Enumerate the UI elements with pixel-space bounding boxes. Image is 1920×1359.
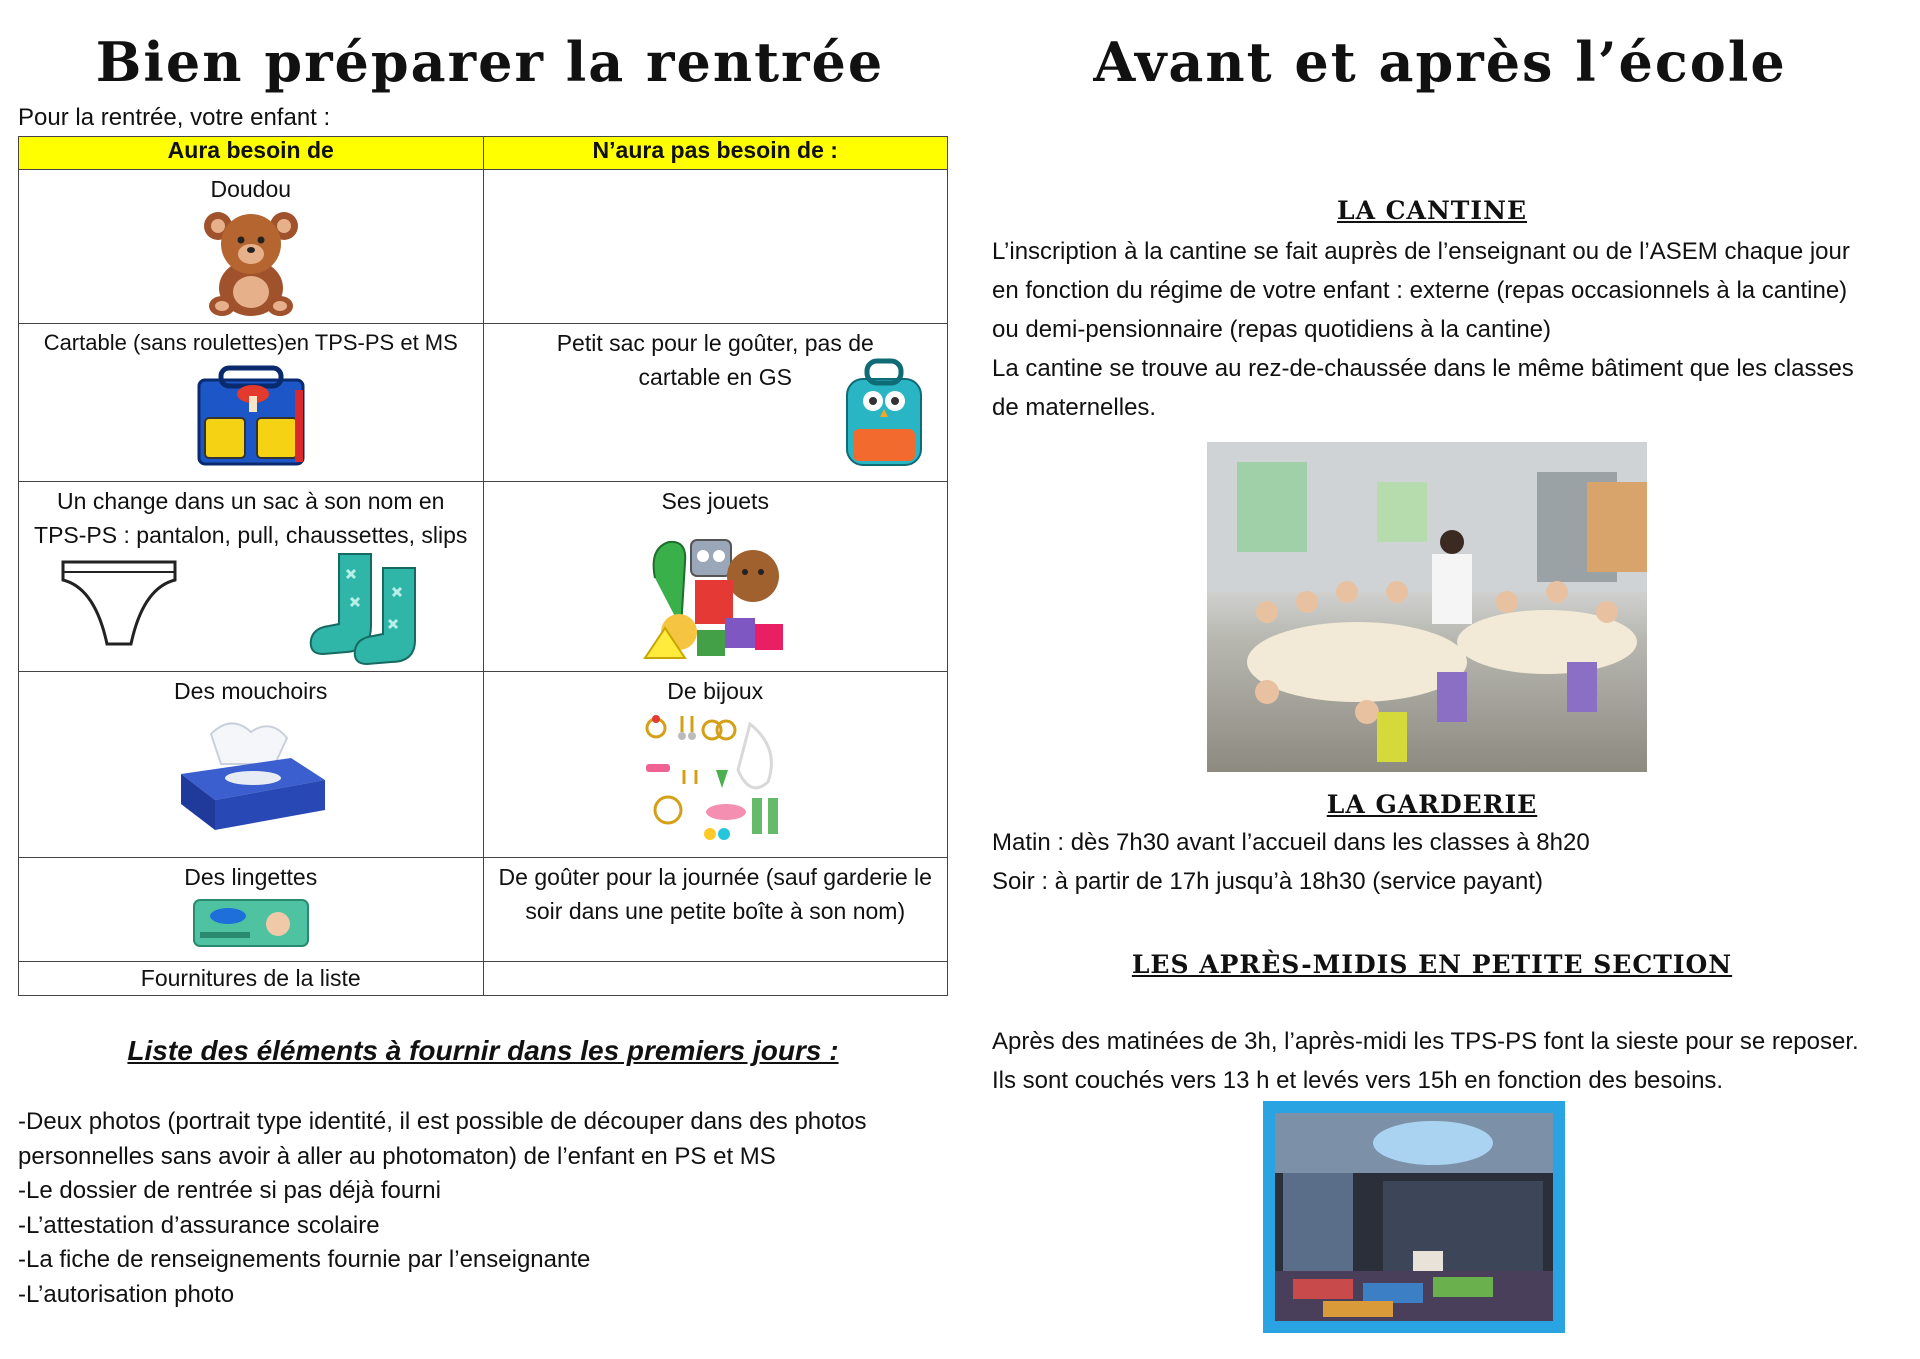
garderie-line: Soir : à partir de 17h jusqu’à 18h30 (service payant) bbox=[992, 868, 1543, 895]
cell-label: Des mouchoirs bbox=[174, 678, 328, 704]
cell-need bbox=[19, 858, 484, 962]
cell-label: Cartable (sans roulettes)en TPS-PS et MS bbox=[43, 330, 458, 355]
table-row bbox=[19, 482, 948, 672]
cantine-text bbox=[992, 232, 1872, 427]
list-item: -Le dossier de rentrée si pas déjà fourni bbox=[18, 1177, 441, 1204]
garderie-heading: LA GARDERIE bbox=[1326, 790, 1538, 819]
cell-label: De bijoux bbox=[667, 678, 764, 704]
cantine-paragraph: L’inscription à la cantine se fait auprès de l’enseignant ou de l’ASEM chaque jour en fonction du régime de votre enfant : externe (repas occasionnels à la cantine) ou demi-pensionnaire (repas quotidiens à la cantine) bbox=[992, 238, 1850, 343]
cell-label: Des lingettes bbox=[184, 864, 318, 890]
cantine-heading: LA CANTINE bbox=[1336, 196, 1528, 225]
school-bag-icon bbox=[25, 360, 477, 468]
left-page-title: Bien préparer la rentrée bbox=[95, 30, 885, 94]
table-row bbox=[19, 672, 948, 858]
cell-label: Petit sac pour le goûter, pas de cartable en GS bbox=[556, 330, 874, 390]
cell-need bbox=[19, 324, 484, 482]
garderie-line: Matin : dès 7h30 avant l’accueil dans les classes à 8h20 bbox=[992, 829, 1590, 856]
list-item: -L’autorisation photo bbox=[18, 1280, 235, 1308]
toys-icon bbox=[490, 518, 942, 668]
tissue-box-icon bbox=[25, 714, 477, 834]
underpants-icon bbox=[59, 558, 179, 654]
header-need: Aura besoin de bbox=[19, 137, 484, 170]
socks-icon bbox=[309, 550, 439, 672]
cell-no-need bbox=[483, 962, 948, 996]
cantine-paragraph-2: La cantine se trouve au rez-de-chaussée dans le même bâtiment que les classes de maternelles. bbox=[992, 355, 1854, 421]
sieste-photo bbox=[1263, 1101, 1565, 1333]
list-item: -La fiche de renseignements fournie par l’enseignante bbox=[18, 1246, 591, 1273]
cell-label: Un change dans un sac à son nom en TPS-PS : pantalon, pull, chaussettes, slips bbox=[34, 488, 468, 548]
cell-label: De goûter pour la journée (sauf garderie le soir dans une petite boîte à son nom) bbox=[498, 864, 932, 924]
cell-label: Ses jouets bbox=[661, 488, 769, 514]
cell-need bbox=[19, 962, 484, 996]
cell-no-need bbox=[483, 324, 948, 482]
intro-text: Pour la rentrée, votre enfant : bbox=[18, 104, 331, 131]
list-item: -L’attestation d’assurance scolaire bbox=[18, 1211, 380, 1239]
cell-label: Doudou bbox=[210, 176, 292, 202]
table-row bbox=[19, 858, 948, 962]
wipes-icon bbox=[25, 898, 477, 948]
cell-need bbox=[19, 170, 484, 324]
header-no-need: N’aura pas besoin de : bbox=[483, 137, 948, 170]
cell-need bbox=[19, 482, 484, 672]
list-item: personnelles sans avoir à aller au photomaton) de l’enfant en PS et MS bbox=[18, 1142, 776, 1170]
table-row bbox=[19, 170, 948, 324]
backpack-icon bbox=[839, 351, 929, 475]
list-item: -Deux photos (portrait type identité, il est possible de découper dans des photos bbox=[18, 1108, 867, 1135]
supplies-list bbox=[18, 1105, 948, 1312]
cantine-photo bbox=[1207, 442, 1647, 772]
jewelry-icon bbox=[490, 708, 942, 844]
apres-midi-heading: LES APRÈS-MIDIS EN PETITE SECTION bbox=[1131, 950, 1733, 979]
cell-label: Fournitures de la liste bbox=[140, 965, 361, 991]
cell-no-need bbox=[483, 170, 948, 324]
garderie-text bbox=[992, 823, 1872, 901]
table-row bbox=[19, 324, 948, 482]
cell-no-need bbox=[483, 858, 948, 962]
list-heading: Liste des éléments à fournir dans les premiers jours : bbox=[127, 1035, 839, 1066]
table-header-row bbox=[19, 137, 948, 170]
cell-need bbox=[19, 672, 484, 858]
apres-midi-text: Après des matinées de 3h, l’après-midi les TPS-PS font la sieste pour se reposer. Ils sont couchés vers 13 h et levés vers 15h en fonction des besoins. bbox=[992, 1028, 1859, 1094]
cell-no-need bbox=[483, 482, 948, 672]
right-page-title: Avant et après l’école bbox=[1093, 30, 1787, 94]
table-row bbox=[19, 962, 948, 996]
cell-no-need bbox=[483, 672, 948, 858]
teddy-bear-icon bbox=[25, 206, 477, 318]
supplies-table bbox=[18, 136, 948, 996]
